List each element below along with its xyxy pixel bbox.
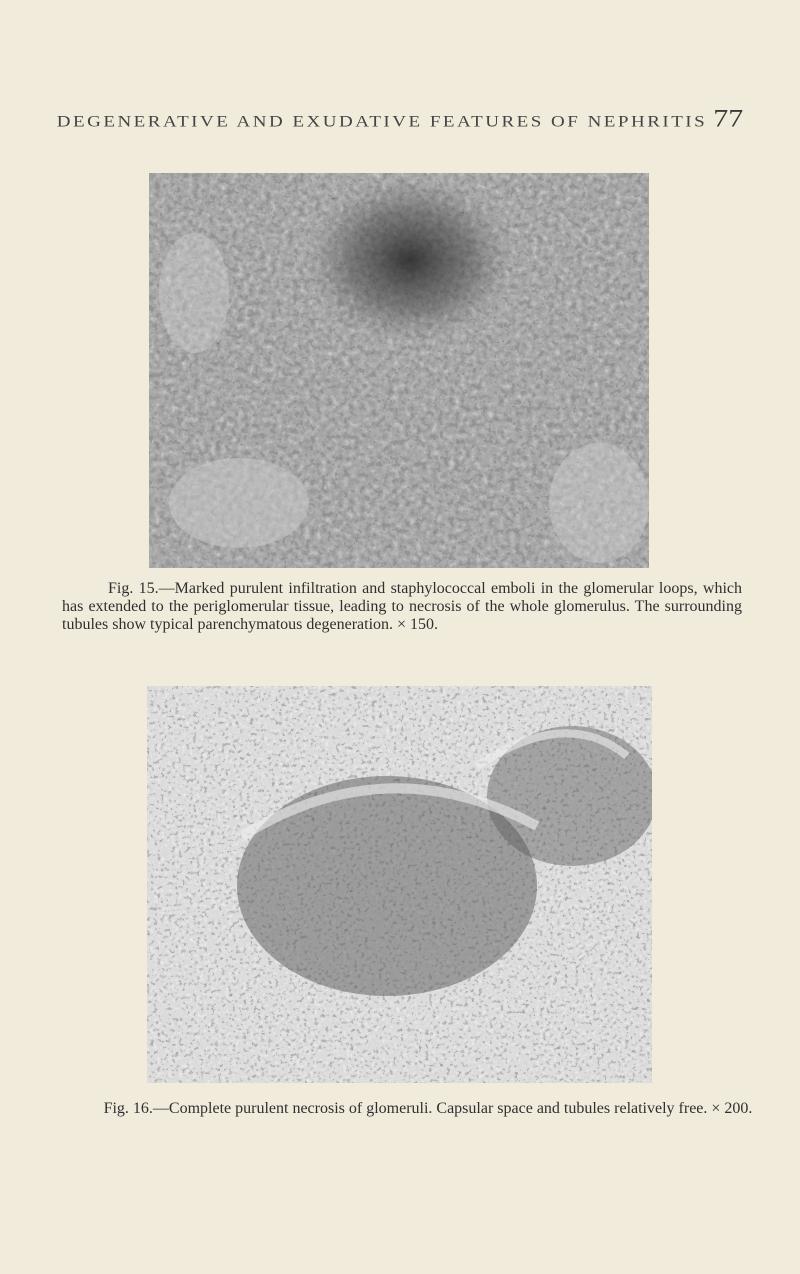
figure-16-micrograph [147, 686, 652, 1083]
micrograph-kidney-infiltration [149, 173, 649, 568]
figure-15-caption [62, 580, 742, 634]
micrograph-glomerular-necrosis [147, 686, 652, 1083]
running-title: DEGENERATIVE AND EXUDATIVE FEATURES OF NEPHRITIS [56, 113, 708, 131]
figure-16-caption [88, 1100, 768, 1118]
page-number: 77 [713, 104, 744, 133]
figure-16-label: Fig. 16. [103, 1100, 153, 1117]
page-header [0, 105, 800, 134]
figure-15-label: Fig. 15. [108, 580, 159, 597]
figure-15-micrograph [149, 173, 649, 568]
figure-15-caption-text: —Marked purulent infiltration and staphylococcal emboli in the glomerular loops, which has extended to the periglomerular tissue, leading to necrosis of the whole glomerulus. The surrounding tubules show typical parenchymatous degeneration. × 150. [62, 580, 743, 633]
figure-16-caption-text: —Complete purulent necrosis of glomeruli. Capsular space and tubules relatively free. × 200. [152, 1100, 753, 1117]
